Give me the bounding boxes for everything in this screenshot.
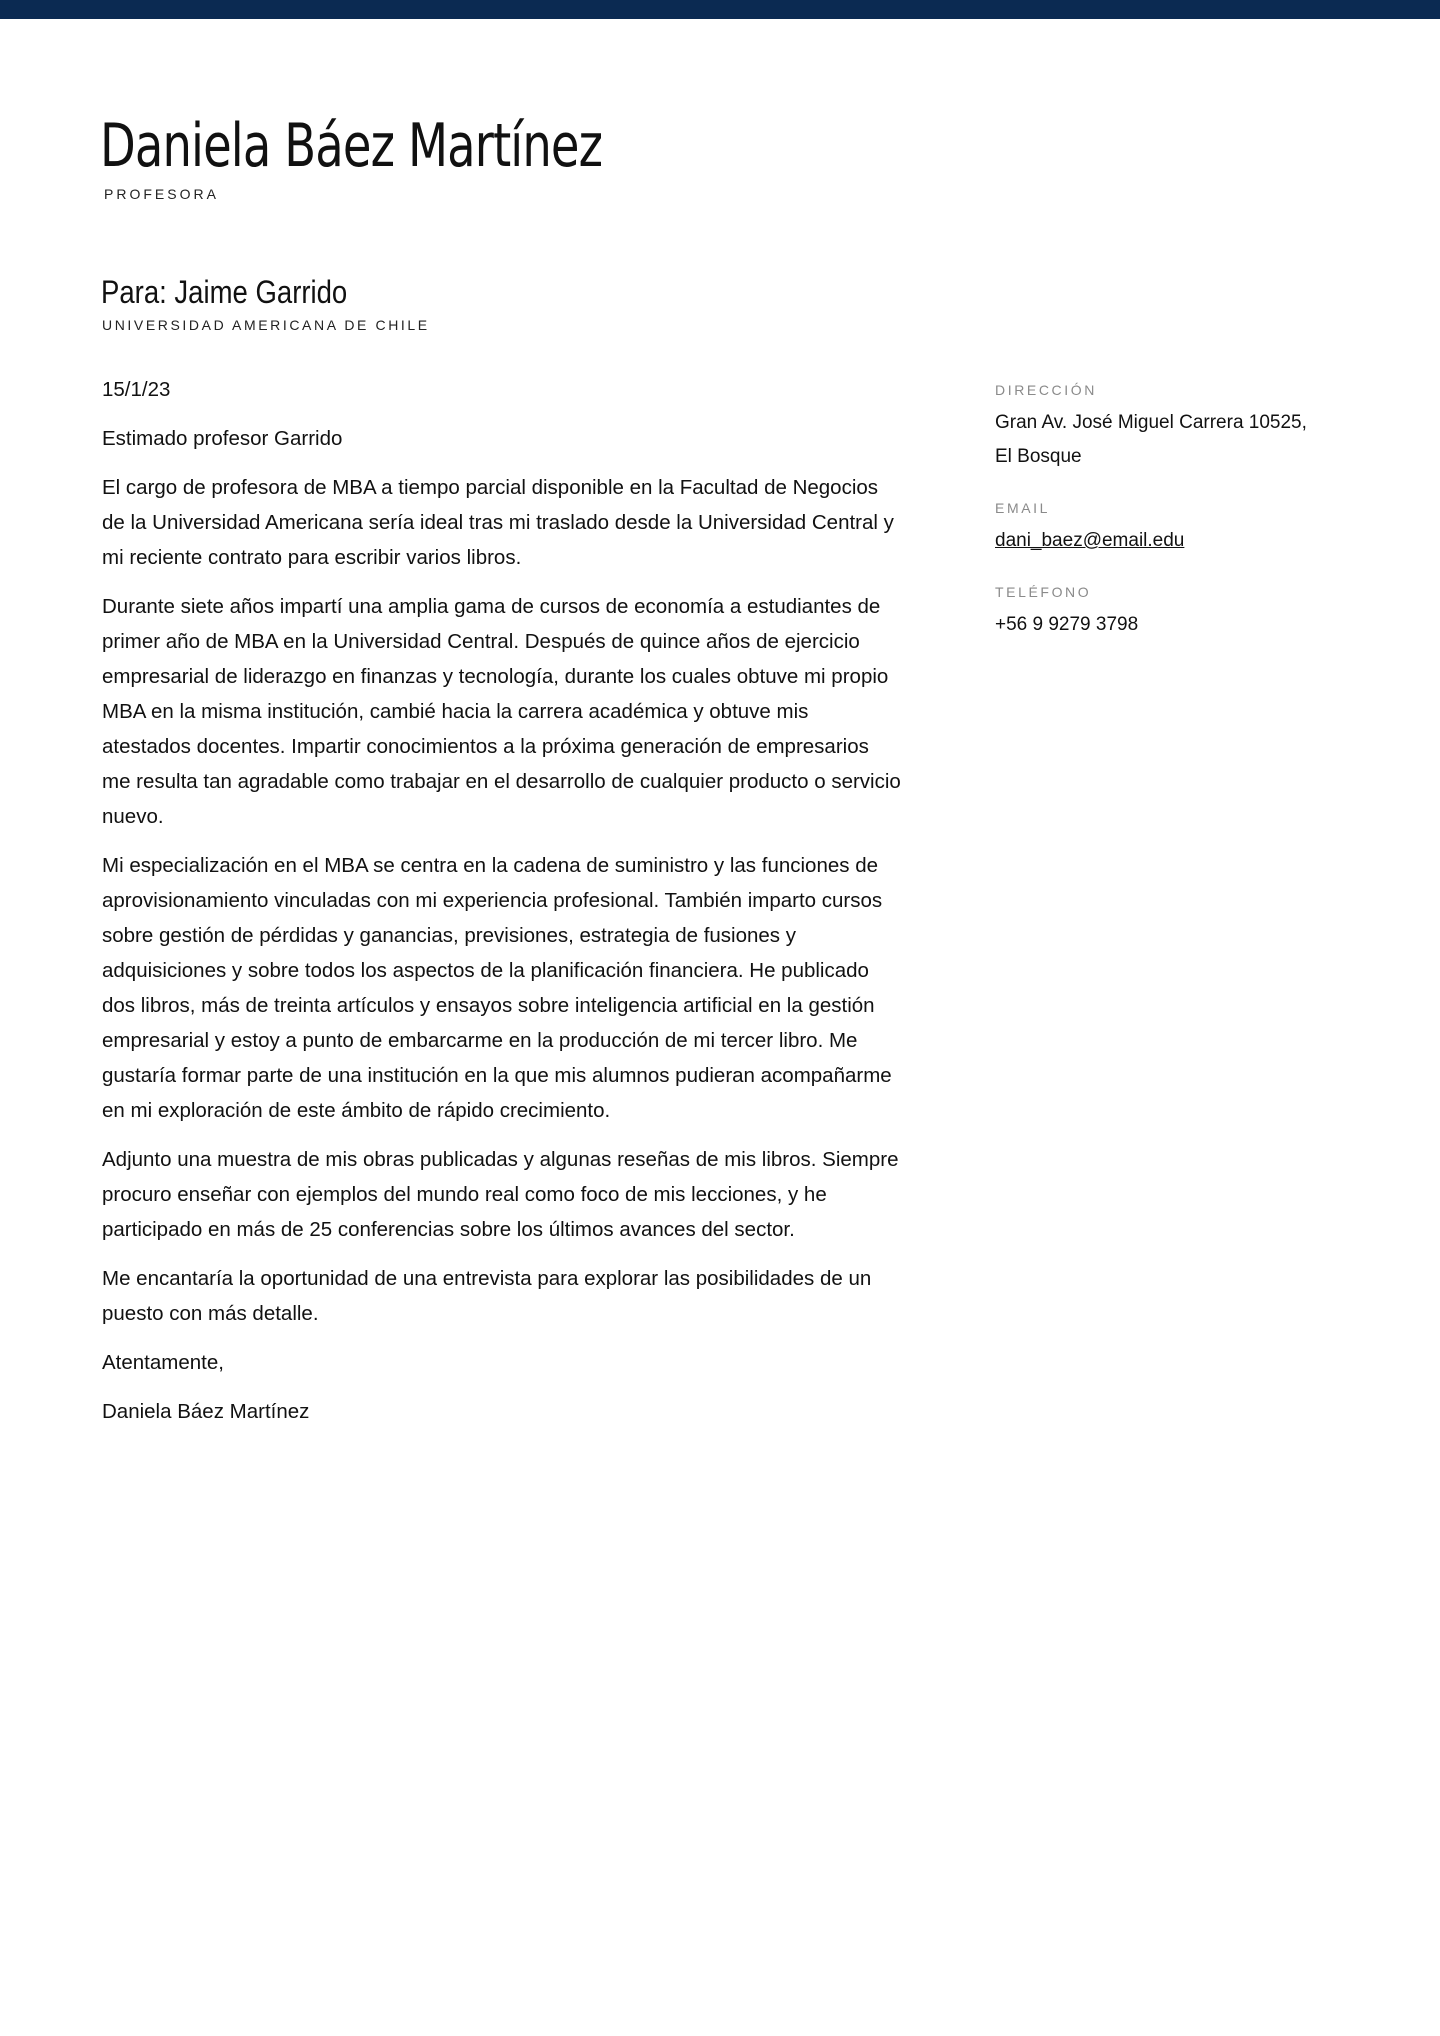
letter-greeting: Estimado profesor Garrido [102, 427, 343, 450]
letter-closing: Atentamente, [102, 1351, 224, 1374]
recipient-organization: UNIVERSIDAD AMERICANA DE CHILE [102, 317, 430, 333]
email-label: EMAIL [995, 500, 1051, 516]
letter-paragraph: Mi especialización en el MBA se centra en la cadena de suministro y las funciones de aprovisionamiento vinculadas con mi experiencia profesional. También imparto cursos sobre gestión de pérdidas y ganancias, previsiones, estrategia de fusiones y adquisiciones y sobre todos los aspectos de la planificación financiera. He publicado dos libros, más de treinta artículos y ensayos sobre inteligencia artificial en la gestión empresarial y estoy a punto de embarcarme en la producción de mi tercer libro. Me gustaría formar parte de una institución en la que mis alumnos pudieran acompañarme en mi exploración de este ámbito de rápido crecimiento. [102, 854, 892, 1122]
phone-value: +56 9 9279 3798 [995, 614, 1139, 635]
address-line-1: Gran Av. José Miguel Carrera 10525, [995, 412, 1307, 433]
contact-sidebar [995, 380, 1355, 666]
letter-paragraph: Adjunto una muestra de mis obras publicadas y algunas reseñas de mis libros. Siempre procuro enseñar con ejemplos del mundo real como foco de mis lecciones, y he participado en más de 25 conferencias sobre los últimos avances del sector. [102, 1148, 899, 1241]
address-label: DIRECCIÓN [995, 382, 1097, 398]
letter-body [102, 372, 902, 1443]
letter-signature: Daniela Báez Martínez [102, 1400, 310, 1423]
address-value [995, 406, 1355, 474]
address-line-2: El Bosque [995, 446, 1082, 467]
letter-paragraph: Me encantaría la oportunidad de una entrevista para explorar las posibilidades de un puesto con más detalle. [102, 1267, 872, 1325]
phone-label: TELÉFONO [995, 584, 1092, 600]
sender-role: PROFESORA [104, 186, 219, 202]
letter-date: 15/1/23 [102, 378, 171, 401]
sender-name: Daniela Báez Martínez [100, 111, 603, 181]
email-link[interactable]: dani_baez@email.edu [995, 530, 1185, 551]
letter-paragraph: El cargo de profesora de MBA a tiempo parcial disponible en la Facultad de Negocios de la Universidad Americana sería ideal tras mi traslado desde la Universidad Central y mi reciente contrato para escribir varios libros. [102, 476, 894, 569]
recipient-name: Para: Jaime Garrido [101, 274, 348, 310]
top-accent-bar [0, 0, 1440, 19]
letter-paragraph: Durante siete años impartí una amplia gama de cursos de economía a estudiantes de primer año de MBA en la Universidad Central. Después de quince años de ejercicio empresarial de liderazgo en finanzas y tecnología, durante los cuales obtuve mi propio MBA en la misma institución, cambié hacia la carrera académica y obtuve mis atestados docentes. Impartir conocimientos a la próxima generación de empresarios me resulta tan agradable como trabajar en el desarrollo de cualquier producto o servicio nuevo. [102, 595, 901, 828]
